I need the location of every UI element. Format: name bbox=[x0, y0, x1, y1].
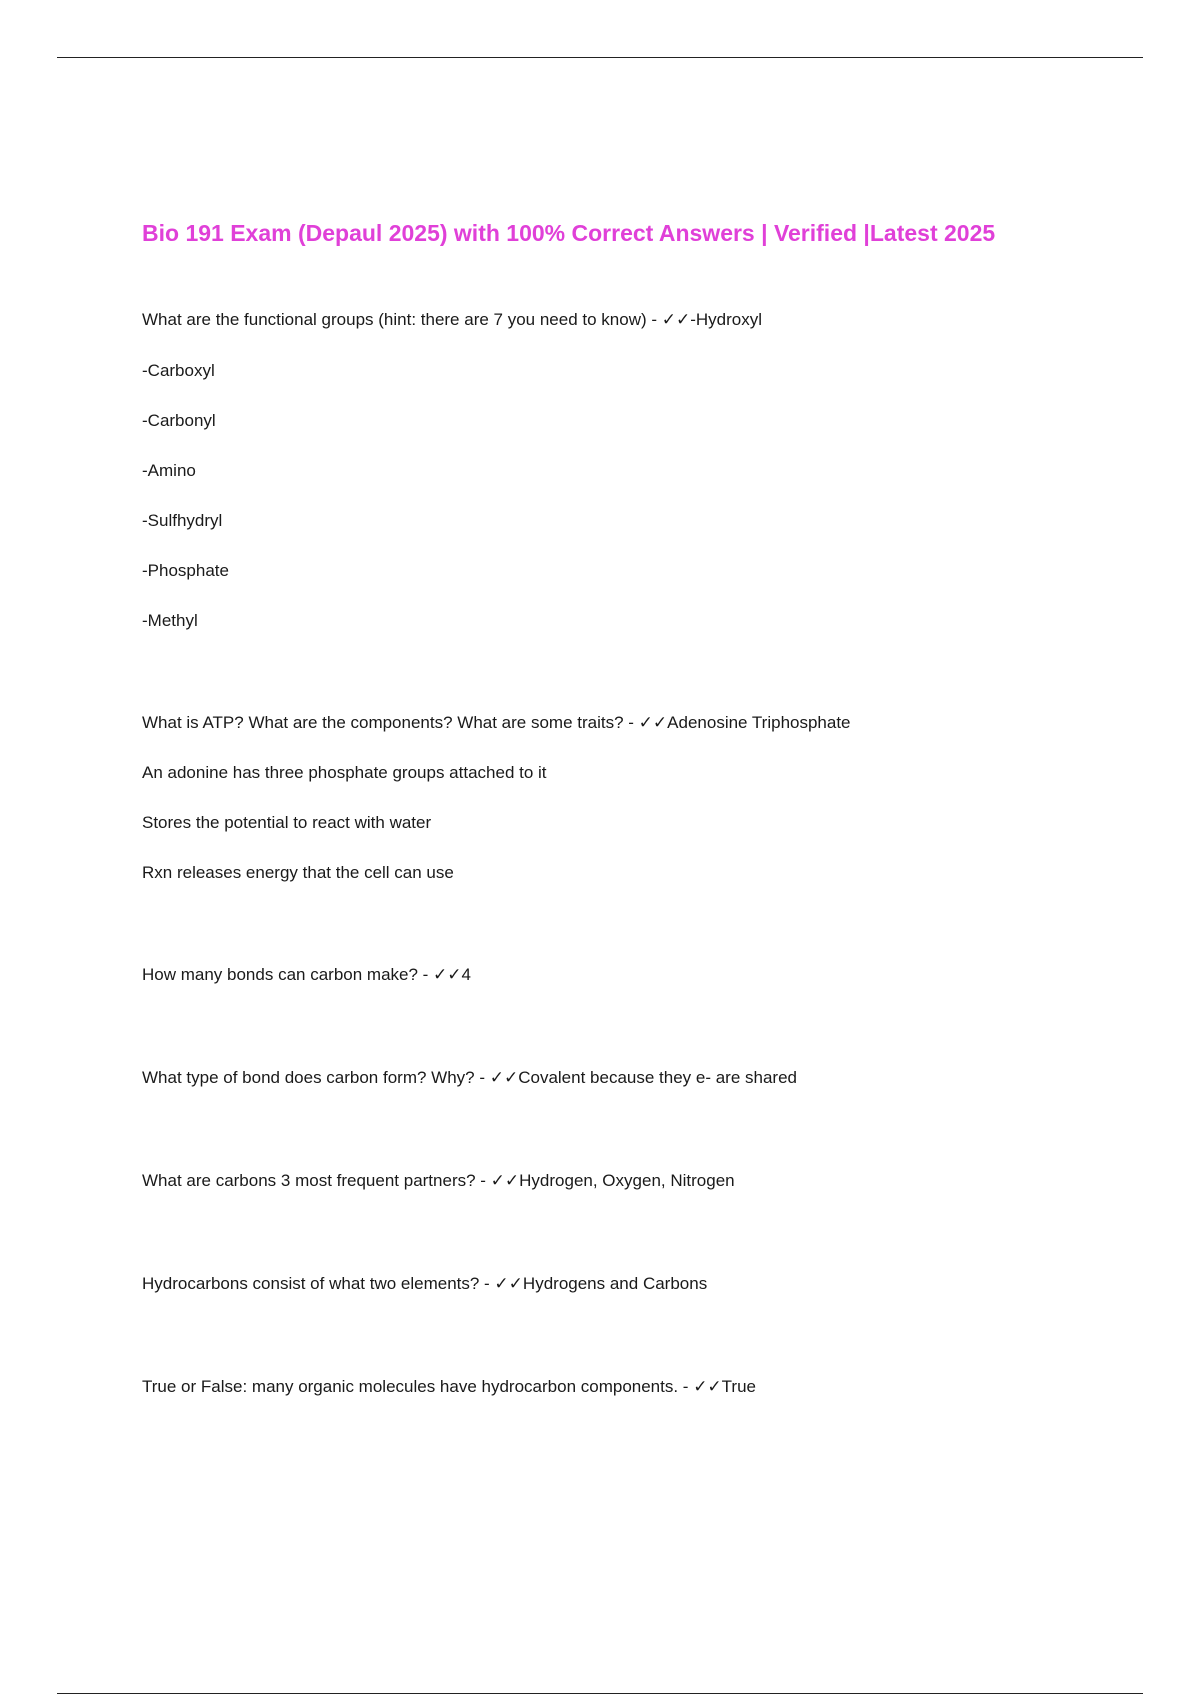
qa-line: What are carbons 3 most frequent partners? - ✓✓Hydrogen, Oxygen, Nitrogen bbox=[142, 1171, 735, 1190]
qa-line: What is ATP? What are the components? What are some traits? - ✓✓Adenosine Triphosphate bbox=[142, 713, 851, 732]
qa-line: What type of bond does carbon form? Why? - ✓✓Covalent because they e- are shared bbox=[142, 1068, 797, 1087]
qa-line: -Methyl bbox=[142, 611, 198, 630]
qa-line: -Amino bbox=[142, 461, 196, 480]
bottom-rule bbox=[57, 1693, 1143, 1694]
qa-line: Stores the potential to react with water bbox=[142, 813, 432, 832]
qa-line: What are the functional groups (hint: there are 7 you need to know) - ✓✓-Hydroxyl bbox=[142, 310, 763, 329]
qa-line: An adonine has three phosphate groups attached to it bbox=[142, 763, 547, 782]
qa-line: -Sulfhydryl bbox=[142, 511, 223, 530]
qa-line: -Carbonyl bbox=[142, 411, 216, 430]
document-title: Bio 191 Exam (Depaul 2025) with 100% Correct Answers | Verified |Latest 2025 bbox=[142, 220, 996, 246]
qa-line: -Phosphate bbox=[142, 561, 229, 580]
qa-line: -Carboxyl bbox=[142, 361, 215, 380]
qa-line: How many bonds can carbon make? - ✓✓4 bbox=[142, 965, 471, 984]
qa-line: Rxn releases energy that the cell can use bbox=[142, 863, 454, 882]
qa-line: Hydrocarbons consist of what two elements? - ✓✓Hydrogens and Carbons bbox=[142, 1274, 708, 1293]
qa-line: True or False: many organic molecules have hydrocarbon components. - ✓✓True bbox=[142, 1377, 757, 1396]
top-rule bbox=[57, 57, 1143, 58]
